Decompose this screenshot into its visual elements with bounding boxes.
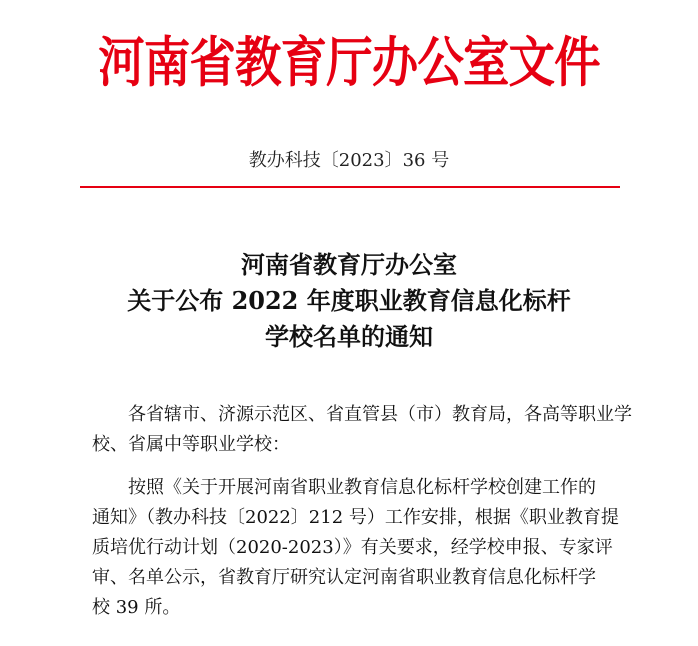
- notice-title-line-2: 关于公布 2022 年度职业教育信息化标杆: [127, 286, 571, 315]
- notice-title: [0, 247, 698, 355]
- notice-title-line-1: 河南省教育厅办公室: [241, 250, 457, 279]
- recipient-block: [92, 400, 632, 460]
- paragraph-line: 质培优行动计划（2020-2023）》有关要求，经学校申报、专家评: [92, 537, 613, 558]
- paragraph-line: 通知》（教办科技〔2022〕212 号）工作安排，根据《职业教育提: [92, 507, 619, 528]
- body-paragraph: [92, 473, 620, 623]
- recipient-line-1: 各省辖市、济源示范区、省直管县（市）教育局，各高等职业学: [128, 404, 632, 425]
- recipient-line-2: 校、省属中等职业学校：: [92, 434, 290, 455]
- paragraph-line: 审、名单公示，省教育厅研究认定河南省职业教育信息化标杆学: [92, 567, 596, 588]
- paragraph-line: 按照《关于开展河南省职业教育信息化标杆学校创建工作的: [128, 477, 596, 498]
- notice-title-line-3: 学校名单的通知: [265, 322, 433, 351]
- document-issuer-heading: 河南省教育厅办公室文件: [98, 30, 600, 94]
- paragraph-line: 校 39 所。: [92, 597, 181, 618]
- red-separator-rule: [80, 186, 620, 188]
- document-number: 教办科技〔2023〕36 号: [248, 150, 450, 171]
